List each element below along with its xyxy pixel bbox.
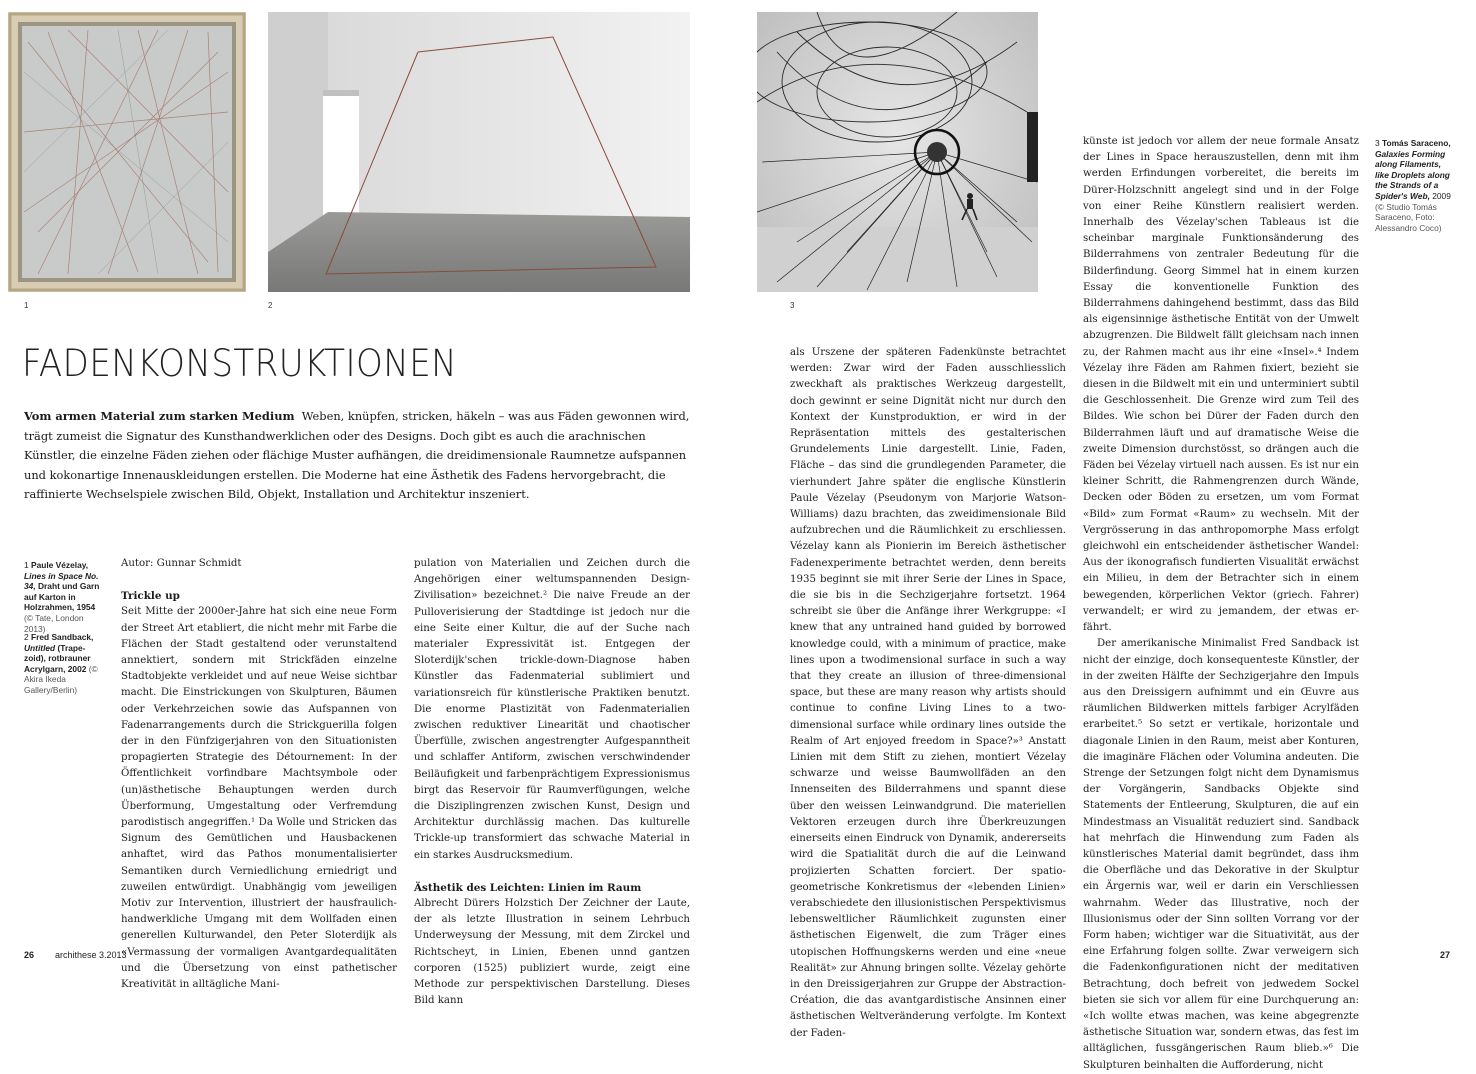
caption-author: Paule Vézelay,	[31, 560, 89, 570]
figure-3-number: 3	[790, 301, 795, 310]
caption-year: 2009	[1432, 190, 1451, 201]
section-heading-aesthetik: Ästhetik des Leichten: Linien im Raum	[414, 881, 642, 894]
caption-number: 1	[24, 560, 29, 570]
text-column-3	[790, 345, 1066, 1042]
article-lead	[24, 407, 690, 505]
author-line: Autor: Gunnar Schmidt	[121, 558, 242, 569]
figure-2-image	[268, 12, 690, 292]
body-paragraph: Seit Mitte der 2000er-Jahre hat sich eine neue Form der Street Art etabliert, die nicht mehr mit Farbe die Flächen der Stadt gestaltend oder verunstaltend annektiert, sondern mit Strickfäden einzelne Stadtobjekte verkleidet und auf neue Weise sichtbar macht. Die Einstrickungen von Skulpturen, Bäumen oder Verkehrzeichen sowie das Aufspannen von Fadenarrangements durch die Strickguerilla folgen der in den Fünfzigerjahren von den Situationisten propagierten Strategie des Détournement: In der Öffentlichkeit vorfindbare Machtsymbole oder (un)ästhetische Behauptungen werden durch Überformung, Umgestaltung oder Verfremdung parodistisch angegriffen.¹ Da Wolle und Stricken das Signum des Gemütlichen und Hausbackenen anhaftet, wird das Pathos monumentalisierter Semantiken durch Verniedlichung erniedrigt und zuweilen entwürdigt. Unabhängig vom jeweiligen Motiv zur Intervention, illustriert der hausfraulich-handwerkliche Umgang mit dem Wollfaden einen generellen Kulturwandel, den Peter Sloterdijk als «Vermassung der vormaligen Avantgardequalitäten und die Übersetzung von einst pathetischer Kreativität in alltägliche Mani-	[121, 606, 397, 991]
text-column-2	[414, 556, 690, 1009]
figure-2-caption	[24, 632, 104, 696]
journal-name: archithese 3.2013	[55, 950, 127, 960]
lead-text: Weben, knüpfen, stricken, häkeln – was aus Fäden gewonnen wird, trägt zumeist die Signatur des Kunsthandwerklichen oder des Designs. Doch gibt es auch die arachnischen Künstler, die einzelne Fäden ziehen oder flächige Muster aufhängen, die dreidimensionale Raumnetze aufspannen und kokonartige Innenauskleidungen erstellen. Die Moderne hat eine Ästhetik des Fadens hervorgebracht, die raffinierte Wechselspiele zwischen Bild, Objekt, Installation und Architektur inszeniert.	[24, 409, 690, 501]
caption-medium: (Trape-zoid), rotbrauner Acrylgarn, 2002	[24, 642, 91, 674]
caption-credit: (© Studio Tomás Saraceno, Foto: Alessandro Coco)	[1375, 201, 1442, 233]
text-column-1	[121, 556, 397, 993]
figure-1-caption	[24, 560, 104, 634]
caption-author: Tomás Saraceno,	[1382, 138, 1451, 148]
body-paragraph: pulation von Materialien und Zeichen durch die Angehörigen einer weltumspannenden Design-Zivilisation» bezeichnet.² Die naive Freude an der Pullоverisierung der Stadtdinge ist jedoch nur die eine Seite einer Kultur, die auf der Suche nach materialer Expressivität ist. Entgegen der Sloterdijk'schen trickle-down-Diagnose haben Künstler das Fadenmaterial sublimiert und variationsreich für künstlerische Praktiken benutzt. Die enorme Plastizität von Fadenmaterialien zwischen reduktiver Linearität und chaotischer Überfülle, zwischen angestrengter Aufgespanntheit und schlaffer Antiform, zwischen verschwindender Beiläufigkeit und farbenprächtigem Expressionismus birgt das Reservoir für Raumverfügungen, welche die Disziplingrenzen zwischen Kunst, Design und Architektur durchlässig machen. Das kulturelle Trickle-up transformiert das schwache Material in ein starkes Ausdrucksmedium.	[414, 558, 690, 861]
caption-title: Untitled	[24, 642, 56, 653]
section-heading-trickle-up: Trickle up	[121, 590, 180, 603]
text-column-4	[1083, 134, 1359, 1074]
page-number-right: 27	[1440, 950, 1451, 960]
figure-2-number: 2	[268, 301, 273, 310]
body-paragraph: künste ist jedoch vor allem der neue formale Ansatz der Lines in Space herauszustellen, denn mit ihm werden Erfindungen vorbereitet, die bereits im Dürer-Holzschnitt angelegt sind und in der Folge von einer Reihe Künstlern realisiert werden. Innerhalb des Vézelay'schen Tableaus ist die scheinbar marginale Funktionsänderung des Bilderrahmens von zentraler Bedeutung für die Bilderfindung. Georg Simmel hat in einem kurzen Essay die konventionelle Funktion des Bilderrahmens dahingehend bestimmt, dass das Bild als eigensinnige ästhetische Entität von der Umwelt abzugrenzen. Die Bildwelt fällt gleichsam nach innen zu, der Rahmen macht aus ihr eine «Insel».⁴ Indem Vézelay ihre Fäden am Rahmen fixiert, bezieht sie diesen in die Bildwelt mit ein und unterminiert subtil die Geschlossenheit. Die Grenze wird zum Teil des Bildes. Wie schon bei Dürer der Faden durch den Bilderrahmen läuft und auf dramatische Weise die zweite Dimension durchstösst, so drängen auch die Fäden bei Vézelay virtuell nach aussen. Es ist nur ein kleiner Schritt, die Rahmengrenzen durch Wände, Decken oder Böden zu ersetzen, um vom Format «Bild» zum Format «Raum» zu wechseln. Mit der Vergrösserung in das anthropomorphe Mass erfolgt gleichwohl ein entscheidender ästhetischer Wandel: Aus der ikonografisch fundierten Visualität erwächst ein Milieu, in dem der Betrachter sich in einem bewegenden, körperlichen Vektor (griech. Fahrer) verwandelt; er wird zu jemandem, der etwas er-fährt.	[1083, 136, 1359, 634]
body-paragraph: als Urszene der späteren Fadenkünste betrachtet werden: Zwar wird der Faden ausschliesslich zweckhaft als praktisches Werkzeug dargestellt, doch gewinnt er seine Dignität nicht nur durch den Kontext der Kunstproduktion, er wird in der Repräsentation mittels des gestalterischen Grundelements Linie dargestellt. Linie, Faden, Fläche – das sind die grundlegenden Parameter, die vierhundert Jahre später die englische Künstlerin Paule Vézelay (Pseudonym von Marjorie Watson-Williams) dazu brachten, das zweidimensionale Bild aufzubrechen und die Räumlichkeit zu erschliessen. Vézelay kann als Pionierin im Bereich ästhetischer Fadenexperimente betrachtet werden, denn bereits 1935 beginnt sie mit ihrer Serie der Lines in Space, die sie bis in die Sechzigerjahre fortsetzt. 1964 schreibt sie über die Anfänge ihrer Werkgruppe: «I knew that any untrained hand guided by borrowed knowledge could, with a minimum of practice, make lines upon a twodimensional surface in such a way that they create an illusion of three-dimensional space, but these are many reason why artists should continue to confine Living Lines to a two-dimensional surface while ordinary lines outside the Realm of Art enjoyed freedom in Space?»³ Anstatt Linien mit dem Stift zu ziehen, montiert Vézelay schwarze und weisse Baumwollfäden an den Innenseiten des Bilderrahmens und spannt diese über den weissen Leinwandgrund. Die materiellen Vektoren erzeugen durch ihre Überkreuzungen einerseits einen Eindruck von Dynamik, andererseits wird die Spatialität durch die auf die Leinwand projizierten Schatten forciert. Der spatio-geometrische Konkretismus der «lebenden Linien» verabschiedete den illusionistischen Perspektivismus lebensweltlicher Räumlichkeit zugunsten einer ästhetischen Eigenwelt, die zum Träger eines utopischen Hoffnungskerns werden und eine «neue Realität» zur Ahnung bringen sollte. Vézelay gehörte in den Dreissigerjahren zur Gruppe der Abstraction-Création, die das avantgardistische Ansinnen einer ästhetischen Weltveränderung verfolgte. Im Kontext der Faden-	[790, 347, 1066, 1039]
page-number-left: 26	[24, 950, 35, 960]
figure-1-image	[8, 12, 246, 292]
body-paragraph: Albrecht Dürers Holzstich Der Zeichner der Laute, der als letzte Illustration in seinem Lehrbuch Underweysung der Messung, mit dem Zirckel und Richtscheyt, in Linien, Ebenen unnd gantzen corporen (1525) publiziert wurde, zeigt eine Methode zur perspektivischen Darstellung. Dieses Bild kann	[414, 898, 690, 1007]
caption-title: Lines in Space No. 34,	[24, 570, 99, 592]
caption-credit: (© Tate, London 2013)	[24, 612, 84, 634]
caption-credit: (© Akira Ikeda Gallery/Berlin)	[24, 663, 98, 695]
article-title: FADENKONSTRUKTIONEN	[22, 342, 458, 385]
figure-3-caption	[1375, 138, 1455, 233]
caption-author: Fred Sandback,	[31, 632, 94, 642]
figure-3-image	[757, 12, 1038, 292]
body-paragraph: Der amerikanische Minimalist Fred Sandback ist nicht der einzige, doch konsequenteste Künstler, der in der zweiten Hälfte der Sechzigerjahre den Impuls aus den Dreissigern aufnimmt und ein Œuvre aus räumlichen Bildwerken mittels farbiger Acrylfäden erarbeitet.⁵ So setzt er vertikale, horizontale und diagonale Linien in den Raum, meist aber Konturen, die imaginäre Flächen oder Volumina andeuten. Die Strenge der Setzungen folgt nicht dem Dynamismus der Vorgängerin, Sandbacks Objekte sind Statements der Entleerung, Skulpturen, die auf ein Mindestmass an Visualität reduziert sind. Sandback hat mehrfach die Hinwendung zum Faden als künstlerisches Material damit begründet, dass ihm die Oberfläche und das Dekorative in der Skulptur ein Ärgernis war, weil er darin ein Verschliessen wahrnahm. Weder das Illustrative, noch der Illusionismus oder der Sinn sollten Vorrang vor der Form haben; wichtiger war die Situativität, aus der eine Erfahrung folgen sollte. Zwar verweigern sich die Fadenkonfigurationen nicht der meditativen Betrachtung, doch befreit von jedwedem Sockel bieten sie sich vor allem für eine Durchquerung an: «Ich wollte etwas machen, was keine abgegrenzte ästhetische Situation war, sondern etwas, das fest im alltäglichen, fussgängerischen Raum blieb.»⁶ Die Skulpturen beinhalten die Aufforderung, nicht	[1083, 638, 1359, 1071]
caption-number: 3	[1375, 138, 1380, 148]
caption-title: Galaxies Forming along Filaments, like Droplets along the Strands of a Spider's Web,	[1375, 148, 1450, 201]
lead-heading: Vom armen Material zum starken Medium	[24, 409, 295, 423]
figure-1-number: 1	[24, 301, 29, 310]
caption-number: 2	[24, 632, 29, 642]
caption-medium: Draht und Garn auf Karton in Holzrahmen, 1954	[24, 581, 100, 613]
